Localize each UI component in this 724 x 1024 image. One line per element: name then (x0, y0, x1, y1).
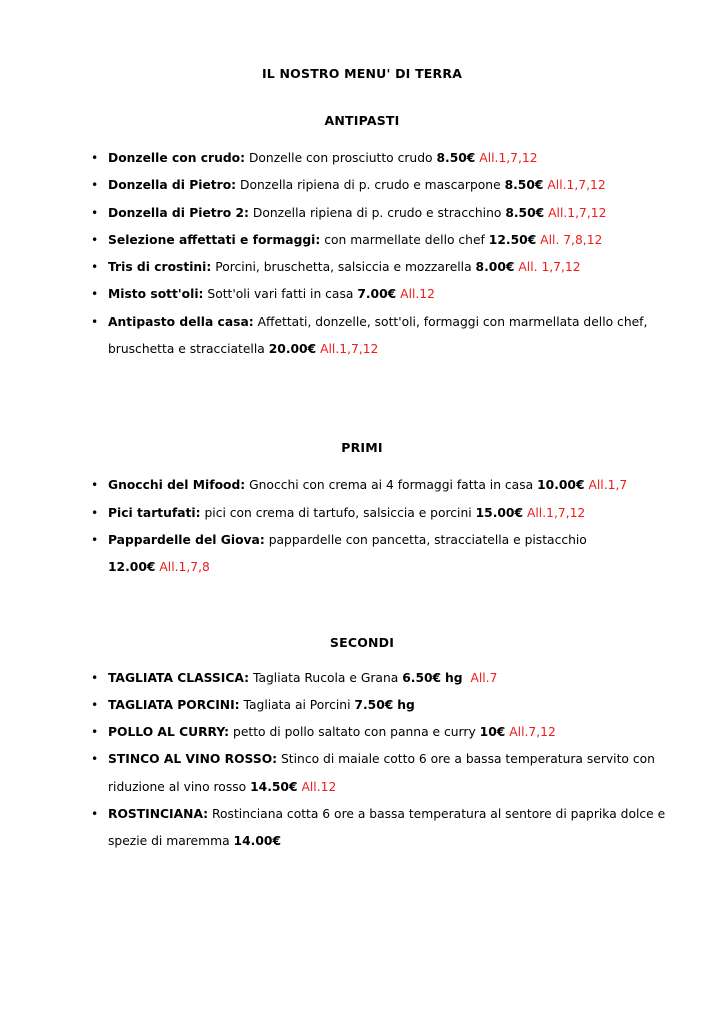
menu-item-allergens: All.1,7,12 (320, 342, 379, 357)
bullet-icon: • (91, 178, 99, 193)
menu-item-name: ROSTINCIANA: (108, 807, 209, 822)
menu-item-price: 7.50€ (354, 697, 394, 712)
menu-item-description: Gnocchi con crema ai 4 formaggi fatta in casa (249, 478, 534, 493)
page-title: IL NOSTRO MENU' DI TERRA (261, 66, 463, 81)
section-heading-secondi: SECONDI (329, 634, 395, 650)
menu-item-price-unit: hg (445, 670, 463, 685)
menu-item-name: Gnocchi del Mifood: (108, 478, 246, 493)
menu-item-name: Donzelle con crudo: (108, 151, 246, 165)
menu-item-price: 6.50€ (402, 670, 442, 685)
menu-item-allergens: All.1,7 (588, 478, 628, 493)
menu-item (0, 309, 724, 364)
menu-item-name: Tris di crostini: (108, 260, 212, 275)
menu-item-description: Porcini, bruschetta, salsiccia e mozzarella (215, 260, 472, 275)
menu-item-description: con marmellate dello chef (324, 232, 485, 247)
menu-item-description: Stinco di maiale cotto 6 ore a bassa temperatura servito con riduzione al vino rosso (108, 752, 655, 794)
section-heading-primi: PRIMI (341, 440, 383, 456)
menu-item-description: Tagliata ai Porcini (243, 697, 351, 712)
menu-item-allergens: All. 1,7,12 (518, 260, 581, 275)
menu-item-description: Tagliata Rucola e Grana (252, 670, 399, 685)
bullet-icon: • (91, 260, 99, 275)
menu-item-list-antipasti (0, 128, 724, 363)
menu-item-price: 12.50€ (488, 232, 537, 247)
menu-item-allergens: All.1,7,12 (479, 151, 538, 165)
menu-item-allergens: All.12 (400, 287, 435, 302)
menu-item-description: Donzella ripiena di p. crudo e mascarpone (240, 178, 501, 193)
menu-item-price: 7.00€ (357, 287, 397, 302)
menu-item (0, 801, 724, 856)
section-heading-antipasti: ANTIPASTI (324, 113, 400, 128)
menu-item-price: 14.50€ (250, 779, 298, 794)
menu-sections (0, 81, 724, 856)
menu-item-name: Pappardelle del Giova: (108, 532, 265, 547)
menu-item-name: Selezione affettati e formaggi: (108, 232, 321, 247)
menu-item-description: pappardelle con pancetta, stracciatella e pistacchio (268, 532, 587, 547)
menu-item-price: 15.00€ (475, 505, 524, 520)
menu-item-price: 14.00€ (233, 834, 281, 849)
bullet-icon: • (91, 478, 99, 493)
menu-item-description: Rostinciana cotta 6 ore a bassa temperatura al sentore di paprika dolce e spezie di maremma (108, 807, 666, 849)
menu-item (0, 692, 724, 719)
menu-item-name: Donzella di Pietro 2: (108, 205, 249, 220)
menu-item-allergens: All.7 (470, 670, 498, 685)
menu-item-description: petto di pollo saltato con panna e curry (233, 725, 476, 740)
menu-item-allergens: All.1,7,12 (547, 178, 606, 193)
menu-item (0, 254, 724, 281)
menu-item-description: Sott'oli vari fatti in casa (207, 287, 354, 302)
bullet-icon: • (91, 205, 99, 220)
menu-item-name: POLLO AL CURRY: (108, 725, 230, 740)
bullet-icon: • (91, 505, 99, 520)
menu-item (0, 227, 724, 254)
menu-item (0, 746, 724, 801)
menu-item (0, 527, 724, 582)
menu-item-price: 12.00€ (108, 560, 156, 575)
menu-item-name: TAGLIATA CLASSICA: (108, 670, 250, 685)
menu-item-name: Pici tartufati: (108, 505, 201, 520)
menu-item-allergens: All.1,7,8 (159, 560, 210, 575)
menu-item (0, 665, 724, 692)
bullet-icon: • (91, 725, 99, 740)
menu-item-description: Affettati, donzelle, sott'oli, formaggi con marmellata dello chef, bruschetta e stracciatella (108, 314, 648, 357)
bullet-icon: • (91, 670, 99, 685)
menu-item (0, 145, 724, 172)
menu-item-price: 8.00€ (475, 260, 515, 275)
menu-item-allergens: All.12 (301, 779, 337, 794)
menu-item-price: 8.50€ (436, 151, 476, 165)
menu-item-name: Donzella di Pietro: (108, 178, 237, 193)
bullet-icon: • (91, 752, 99, 767)
bullet-icon: • (91, 532, 99, 547)
menu-item-allergens: All.7,12 (509, 725, 556, 740)
menu-item (0, 200, 724, 227)
menu-item-allergens: All.1,7,12 (526, 505, 586, 520)
menu-item (0, 500, 724, 527)
bullet-icon: • (91, 232, 99, 247)
menu-item (0, 719, 724, 746)
menu-item-price: 10.00€ (537, 478, 585, 493)
bullet-icon: • (91, 287, 99, 302)
menu-item-allergens: All. 7,8,12 (540, 232, 603, 247)
menu-item (0, 472, 724, 499)
menu-item-name: Antipasto della casa: (108, 314, 254, 329)
menu-section-antipasti (0, 81, 724, 363)
menu-section-primi (0, 363, 724, 581)
menu-item (0, 281, 724, 308)
menu-item-price: 20.00€ (268, 342, 317, 357)
menu-item-price: 10€ (479, 725, 506, 740)
menu-item-description: Donzella ripiena di p. crudo e stracchino (252, 205, 502, 220)
menu-item-price: 8.50€ (504, 178, 544, 193)
menu-section-secondi (0, 582, 724, 856)
menu-item-name: Misto sott'oli: (108, 287, 204, 302)
menu-item-price: 8.50€ (505, 205, 545, 220)
menu-item-name: STINCO AL VINO ROSSO: (108, 752, 278, 767)
bullet-icon: • (91, 697, 99, 712)
menu-item-list-secondi (0, 650, 724, 856)
bullet-icon: • (91, 807, 99, 822)
menu-item-price-unit: hg (397, 697, 415, 712)
menu-item-name: TAGLIATA PORCINI: (108, 697, 240, 712)
menu-item-list-primi (0, 455, 724, 581)
bullet-icon: • (91, 314, 99, 329)
menu-item-description: Donzelle con prosciutto crudo (248, 151, 433, 165)
menu-item-allergens: All.1,7,12 (548, 205, 607, 220)
bullet-icon: • (91, 151, 99, 165)
menu-item (0, 172, 724, 199)
menu-item-description: pici con crema di tartufo, salsiccia e porcini (204, 505, 472, 520)
